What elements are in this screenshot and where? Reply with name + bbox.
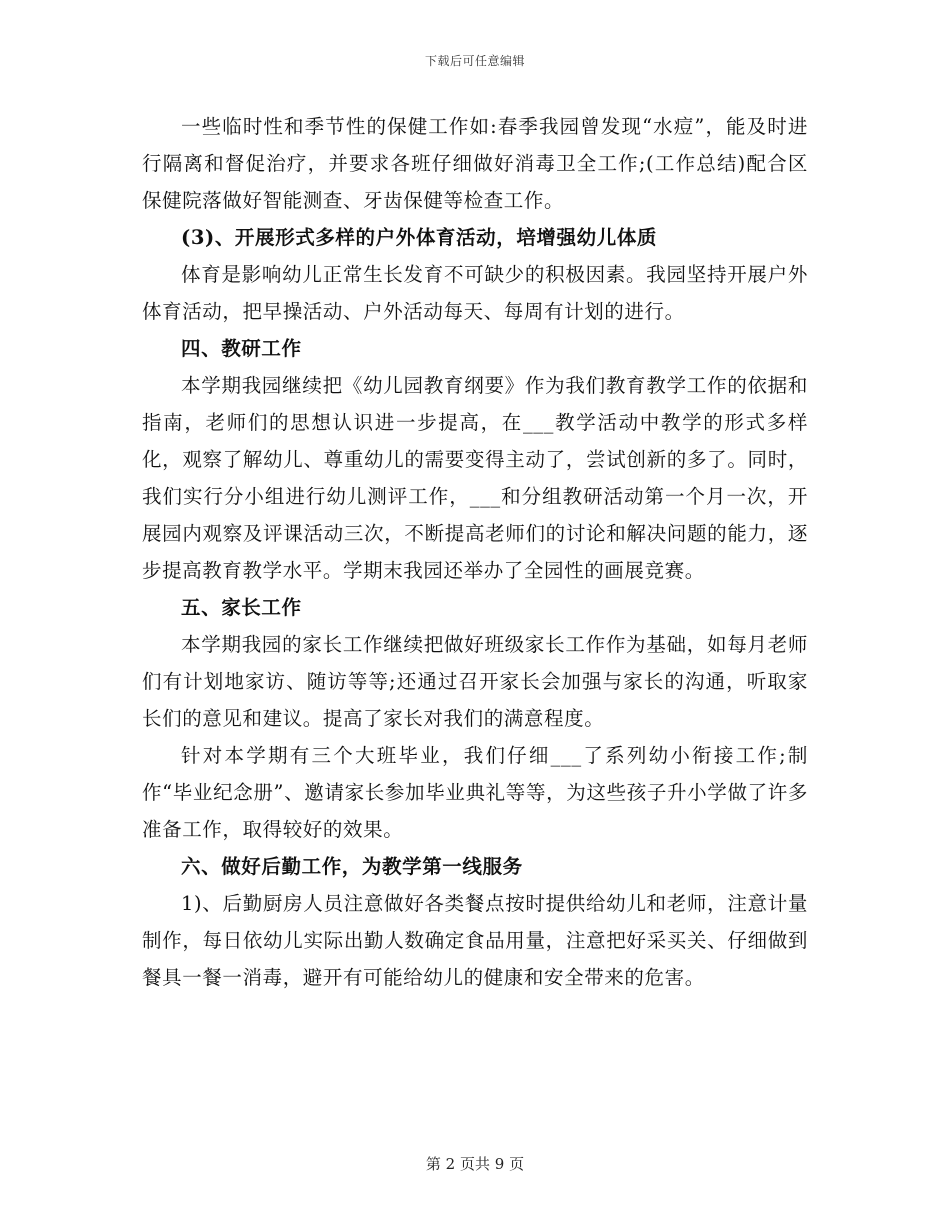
- heading-teaching-research: 四、教研工作: [181, 337, 302, 360]
- paragraph-teaching-research: 本学期我园继续把《幼儿园教育纲要》作为我们教育教学工作的依据和指南，老师们的思想认识进一步提高，在___教学活动中教学的形式多样化，观察了解幼儿、尊重幼儿的需要变得主动了，尝试创新的多了。同时，我们实行分小组进行幼儿测评工作，___和分组教研活动第一个月一次，开展园内观察及评课活动三次，不断提高老师们的讨论和解决问题的能力，逐步提高教育教学水平。学期末我园还举办了全园性的画展竞赛。: [142, 374, 808, 582]
- paragraph-graduation: 针对本学期有三个大班毕业，我们仔细___了系列幼小衔接工作;制作“毕业纪念册”、邀请家长参加毕业典礼等等，为这些孩子升小学做了许多准备工作，取得较好的效果。: [142, 744, 808, 841]
- heading-outdoor-sports: (3)、开展形式多样的户外体育活动，培增强幼儿体质: [181, 226, 658, 249]
- page-header: 下载后可任意编辑: [424, 54, 525, 68]
- heading-logistics: 六、做好后勤工作，为教学第一线服务: [181, 855, 523, 878]
- document-body: [142, 108, 808, 996]
- paragraph-logistics: 1)、后勤厨房人员注意做好各类餐点按时提供给幼儿和老师，注意计量制作，每日依幼儿实际出勤人数确定食品用量，注意把好采买关、仔细做到餐具一餐一消毒，避开有可能给幼儿的健康和安全带来的危害。: [142, 892, 808, 989]
- heading-parent-work: 五、家长工作: [181, 596, 302, 619]
- paragraph-health-work: 一些临时性和季节性的保健工作如:春季我园曾发现“水痘”，能及时进行隔离和督促治疗，并要求各班仔细做好消毒卫全工作;(工作总结)配合区保健院落做好智能测查、牙齿保健等检查工作。: [142, 115, 808, 212]
- paragraph-parent-work: 本学期我园的家长工作继续把做好班级家长工作作为基础，如每月老师们有计划地家访、随访等等;还通过召开家长会加强与家长的沟通，听取家长们的意见和建议。提高了家长对我们的满意程度。: [142, 633, 808, 730]
- page-number-footer: 第 2 页共 9 页: [425, 1155, 525, 1173]
- paragraph-sports: 体育是影响幼儿正常生长发育不可缺少的积极因素。我园坚持开展户外体育活动，把早操活动、户外活动每天、每周有计划的进行。: [142, 263, 808, 323]
